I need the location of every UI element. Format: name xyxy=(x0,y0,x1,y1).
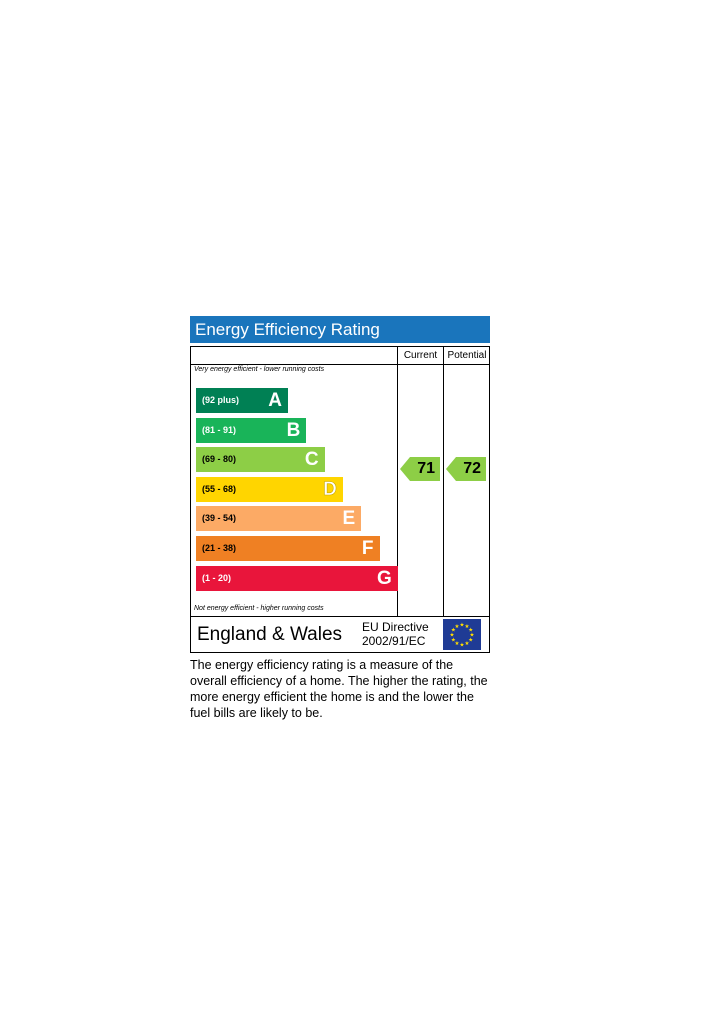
svg-text:★: ★ xyxy=(464,641,470,648)
header-divider xyxy=(191,364,489,365)
band-f-letter: F xyxy=(361,538,374,559)
eu-flag-icon xyxy=(443,619,481,650)
svg-text:★: ★ xyxy=(450,627,456,634)
potential-column-divider xyxy=(443,347,444,616)
band-a xyxy=(196,388,288,413)
description-text: The energy efficiency rating is a measure of the overall efficiency of a home. The higher the rating, the more energy efficient the home is and the lower the fuel bills are likely to be. xyxy=(190,658,488,720)
svg-text:★: ★ xyxy=(459,642,465,649)
band-c-range: (69 - 80) xyxy=(202,454,237,465)
band-d-letter: D xyxy=(323,478,337,500)
current-rating-indicator-value: 71 xyxy=(417,460,435,478)
rating-table xyxy=(190,346,490,617)
top-note: Very energy efficient - lower running costs xyxy=(194,366,325,373)
current-rating-indicator xyxy=(400,457,440,481)
svg-text:★: ★ xyxy=(449,632,455,639)
svg-text:★: ★ xyxy=(450,637,456,644)
country-label: England & Wales xyxy=(197,624,343,645)
svg-text:★: ★ xyxy=(459,622,465,629)
energy-efficiency-chart xyxy=(190,316,490,721)
band-b xyxy=(196,418,306,443)
band-e-letter: E xyxy=(342,508,356,530)
chart-title: Energy Efficiency Rating xyxy=(190,316,490,343)
band-g-letter: G xyxy=(377,567,392,589)
band-g xyxy=(196,566,398,591)
svg-text:★: ★ xyxy=(468,627,474,634)
band-g-range: (1 - 20) xyxy=(202,572,232,583)
svg-text:★: ★ xyxy=(454,623,460,630)
svg-text:★: ★ xyxy=(454,641,460,648)
band-f-range: (21 - 38) xyxy=(202,543,237,553)
svg-text:★: ★ xyxy=(469,632,475,639)
current-column-header: Current xyxy=(403,350,438,361)
eu-directive xyxy=(362,620,429,648)
band-e xyxy=(196,506,361,531)
directive-line-2: 2002/91/EC xyxy=(362,634,426,648)
bottom-note: Not energy efficient - higher running costs xyxy=(194,605,324,612)
band-d xyxy=(196,477,343,502)
band-a-letter: A xyxy=(268,390,282,411)
band-e-range: (39 - 54) xyxy=(202,513,237,524)
potential-rating-indicator-value: 72 xyxy=(463,460,481,478)
chart-footer xyxy=(190,617,490,653)
band-c-letter: C xyxy=(304,449,319,471)
band-f xyxy=(196,536,380,561)
band-c xyxy=(196,447,325,472)
directive-line-1: EU Directive xyxy=(362,620,429,634)
potential-rating-indicator xyxy=(446,457,486,481)
band-d-range: (55 - 68) xyxy=(202,483,237,494)
band-b-range: (81 - 91) xyxy=(202,424,237,435)
svg-text:★: ★ xyxy=(468,637,474,644)
band-b-letter: B xyxy=(286,419,301,441)
svg-text:★: ★ xyxy=(464,623,470,630)
band-a-range: (92 plus) xyxy=(202,395,240,405)
potential-column-header: Potential xyxy=(447,350,487,361)
